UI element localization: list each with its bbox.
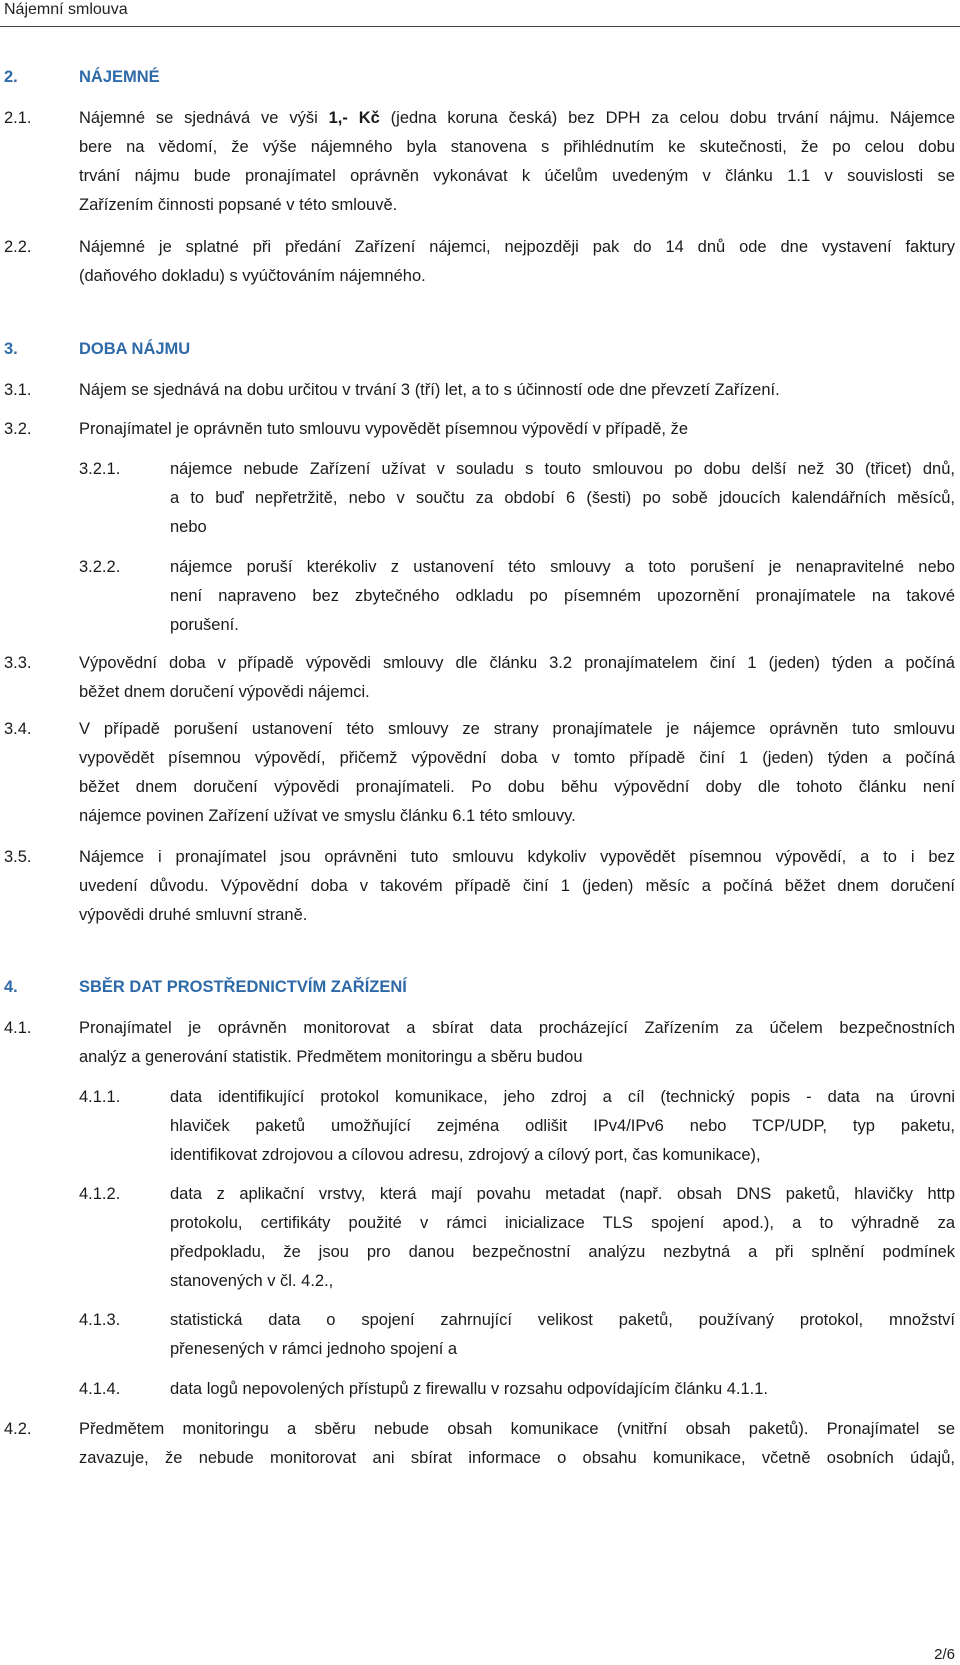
clause-text-line: (daňového dokladu) s vyúčtováním nájemného. [79,267,426,285]
section-number: 2. [4,68,18,86]
clause-text-line: Pronajímatel je oprávněn tuto smlouvu vypovědět písemnou výpovědí v případě, že [79,420,689,438]
clause-number: 3.1. [4,381,32,399]
clause-text-line: uvedení důvodu. Výpovědní doba v takovém případě činí 1 (jeden) měsíc a počíná běžet dnem doručení [79,877,955,895]
clause-text-line: porušení. [170,616,239,634]
section-heading: DOBA NÁJMU [79,340,191,358]
clause-text-line: Zařízením činnosti popsané v této smlouvě. [79,196,398,214]
subclause-number: 4.1.3. [79,1311,121,1329]
clause-text-line: Nájem se sjednává na dobu určitou v trvání 3 (tří) let, a to s účinností ode dne převzetí Zařízení. [79,381,780,399]
page-number: 2/6 [934,1646,955,1663]
clause-text-line: běžet dnem doručení výpovědi pronajímateli. Po dobu běhu výpovědní doby dle tohoto článku není [79,778,955,796]
clause-text-line: Nájemné se sjednává ve výši 1,- Kč (jedna koruna česká) bez DPH za celou dobu trvání nájmu. Nájemce [79,109,955,127]
subclause-number: 4.1.4. [79,1380,121,1398]
clause-text-line: zavazuje, že nebude monitorovat ani sbírat informace o obsahu komunikace, včetně osobních údajů, [79,1449,955,1467]
section-heading: SBĚR DAT PROSTŘEDNICTVÍM ZAŘÍZENÍ [79,978,407,996]
subclause-number: 3.2.1. [79,460,121,478]
clause-text-line: nájemce poruší kterékoliv z ustanovení této smlouvy a toto porušení je nenapravitelné nebo [170,558,955,576]
clause-text-line: Nájemce i pronajímatel jsou oprávněni tuto smlouvu kdykoliv vypovědět písemnou výpovědí, a to i bez [79,848,955,866]
clause-text-line: stanovených v čl. 4.2., [170,1272,334,1290]
clause-number: 4.2. [4,1420,32,1438]
clause-number: 3.4. [4,720,32,738]
clause-number: 3.5. [4,848,32,866]
clause-text-line: identifikovat zdrojovou a cílovou adresu, zdrojový a cílový port, čas komunikace), [170,1146,761,1164]
subclause-number: 3.2.2. [79,558,121,576]
section-heading: NÁJEMNÉ [79,68,160,86]
clause-number: 2.2. [4,238,32,256]
document-title: Nájemní smlouva [4,1,128,18]
clause-text-line: analýz a generování statistik. Předmětem monitoringu a sběru budou [79,1048,583,1066]
clause-text-line: data identifikující protokol komunikace, jeho zdroj a cíl (technický popis - data na úrovni [170,1088,955,1106]
clause-text-line: předpokladu, že jsou pro danou bezpečnostní analýzu nezbytná a při splnění podmínek [170,1243,955,1261]
section-number: 4. [4,978,18,996]
clause-text-line: přenesených v rámci jednoho spojení a [170,1340,458,1358]
clause-text-line: nájemce nebude Zařízení užívat v souladu s touto smlouvou po dobu delší než 30 (třicet) dnů, [170,460,955,478]
section-number: 3. [4,340,18,358]
clause-text-line: výpovědi druhé smluvní straně. [79,906,308,924]
page-header [0,0,960,27]
rent-amount: 1,- Kč [328,109,380,127]
clause-text-line: a to buď nepřetržitě, nebo v součtu za období 6 (šesti) po sobě jdoucích kalendářních měsíců, [170,489,955,507]
clause-text-line: bere na vědomí, že výše nájemného byla stanovena s přihlédnutím ke skutečnosti, že po celou dobu [79,138,955,156]
clause-text-line: vypovědět písemnou výpovědí, přičemž výpovědní doba v tomto případě činí 1 (jeden) týden a počíná [79,749,955,767]
clause-text-line: nebo [170,518,207,536]
clause-text-line: Výpovědní doba v případě výpovědi smlouvy dle článku 3.2 pronajímatelem činí 1 (jeden) týden a počíná [79,654,955,672]
clause-text-line: statistická data o spojení zahrnující velikost paketů, používaný protokol, množství [170,1311,955,1329]
clause-text-line: běžet dnem doručení výpovědi nájemci. [79,683,370,701]
subclause-number: 4.1.1. [79,1088,121,1106]
clause-number: 3.2. [4,420,32,438]
clause-text-line: nájemce povinen Zařízení užívat ve smyslu článku 6.1 této smlouvy. [79,807,576,825]
clause-text-line: protokolu, certifikáty použité v rámci inicializace TLS spojení apod.), a to výhradně za [170,1214,955,1232]
clause-text-line: Nájemné je splatné při předání Zařízení nájemci, nejpozději pak do 14 dnů ode dne vystavení faktury [79,238,955,256]
clause-text-line: trvání nájmu bude pronajímatel oprávněn vykonávat k účelům uvedeným v článku 1.1 v souvislosti se [79,167,955,185]
clause-text-line: Předmětem monitoringu a sběru nebude obsah komunikace (vnitřní obsah paketů). Pronajímatel se [79,1420,955,1438]
clause-text-line: V případě porušení ustanovení této smlouvy ze strany pronajímatele je nájemce oprávněn tuto smlouvu [79,720,955,738]
clause-number: 2.1. [4,109,32,127]
clause-number: 4.1. [4,1019,32,1037]
clause-text-line: data logů nepovolených přístupů z firewallu v rozsahu odpovídajícím článku 4.1.1. [170,1380,769,1398]
clause-text-line: Pronajímatel je oprávněn monitorovat a sbírat data procházející Zařízením za účelem bezpečnostních [79,1019,955,1037]
clause-text-line: není napraveno bez zbytečného odkladu po písemném upozornění pronajímatele na takové [170,587,955,605]
clause-text-line: hlaviček paketů umožňující zejména odlišit IPv4/IPv6 nebo TCP/UDP, typ paketu, [170,1117,955,1135]
subclause-number: 4.1.2. [79,1185,121,1203]
clause-text-line: data z aplikační vrstvy, která mají povahu metadat (např. obsah DNS paketů, hlavičky http [170,1185,955,1203]
clause-number: 3.3. [4,654,32,672]
